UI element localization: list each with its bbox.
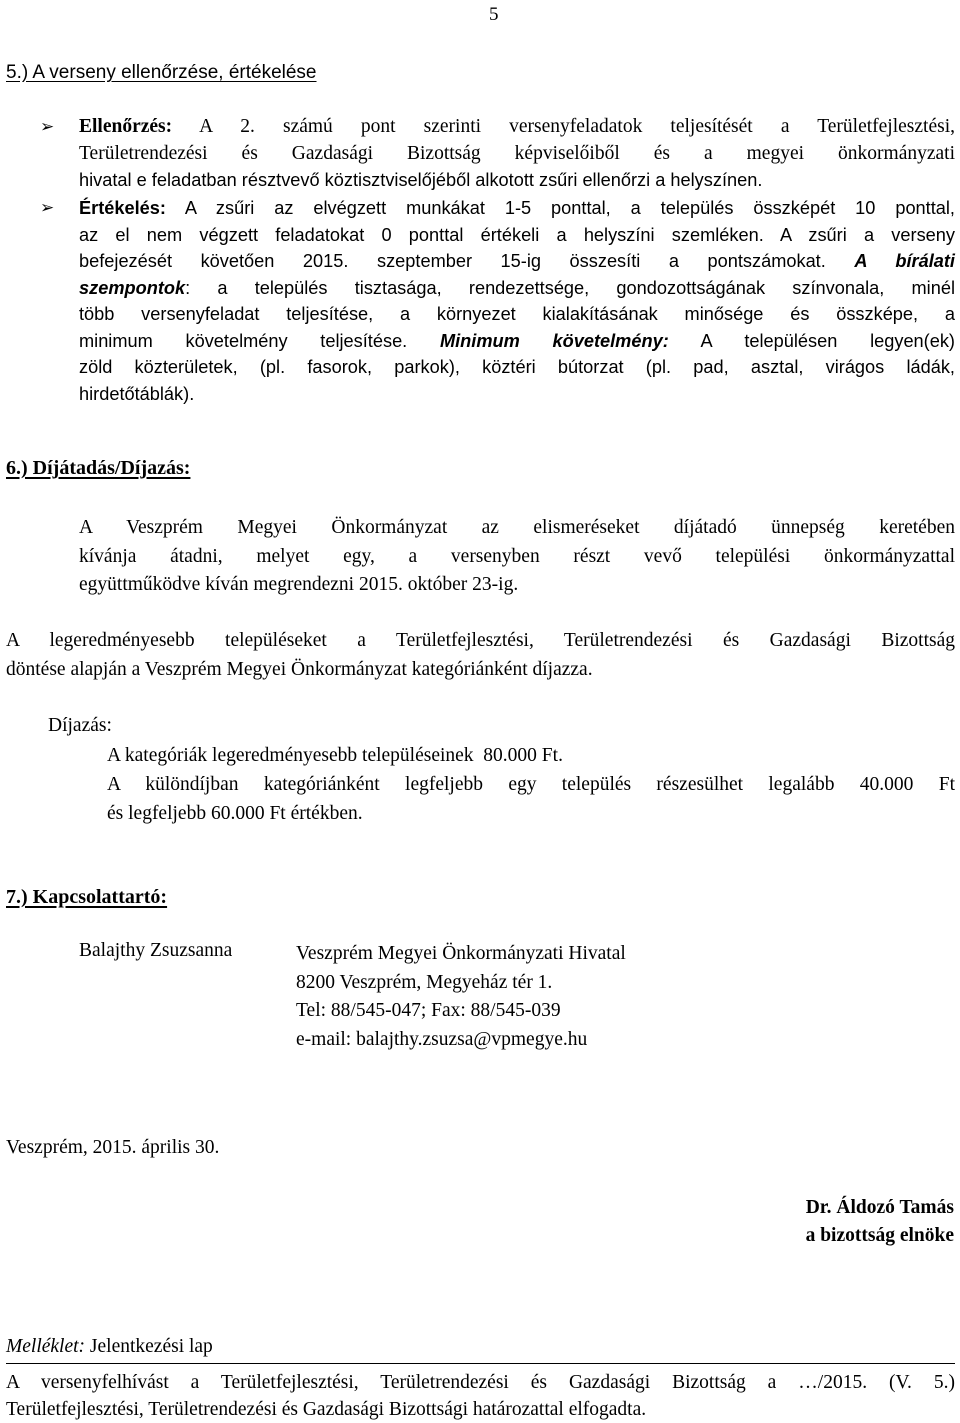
text-line: A kategóriák legeredményesebb településeinek 80.000 Ft. [107, 745, 563, 766]
arrow-bullet-icon: ➢ [40, 198, 55, 217]
attachment-label: Melléklet: [6, 1336, 86, 1357]
text-line: döntése alapján a Veszprém Megyei Önkormányzat kategóriánként díjazza. [6, 659, 593, 680]
text-line: hivatal e feladatban résztvevő köztisztviselőjéből alkotott zsűri ellenőrzi a helyszínen. [79, 170, 763, 190]
criteria-label: A bírálati [854, 251, 955, 271]
criteria-label: szempontok [79, 277, 186, 298]
text-line [79, 248, 955, 275]
section-5-heading: 5.) A verseny ellenőrzése, értékelése [6, 62, 317, 83]
signature-block [806, 1194, 954, 1250]
place-date: Veszprém, 2015. április 30. [6, 1137, 220, 1158]
text-line [79, 275, 955, 302]
text-line: az el nem végzett feladatokat 0 ponttal értékeli a helyszíni szemléken. A zsűri a verseny [79, 224, 955, 245]
text-line: zöld közterületek, (pl. fasorok, parkok), köztéri bútorzat (pl. pad, asztal, virágos ládák, [79, 357, 955, 377]
text-line: több versenyfeladat teljesítése, a környezet kialakításának minősége és összképe, a [79, 304, 955, 324]
text-line: A legeredményesebb településeket a Területfejlesztési, Területrendezési és Gazdasági Bizottság [6, 630, 955, 651]
bullet-ertekeles [79, 195, 955, 407]
text-span: A 2. számú pont szerinti versenyfeladatok teljesítését a Területfejlesztési, [172, 116, 955, 137]
bullet-ellenorzes [79, 114, 955, 194]
contact-office: Veszprém Megyei Önkormányzati Hivatal [296, 943, 626, 964]
ceremony-paragraph [79, 514, 955, 600]
text-line: Területfejlesztési, Területrendezési és Gazdasági Bizottsági határozattal elfogadta. [6, 1399, 647, 1420]
text-span: : a település tisztasága, rendezettsége, gondozottságának színvonala, minél [185, 277, 955, 298]
min-requirement-label: Minimum követelmény: [439, 330, 669, 351]
text-line: Területrendezési és Gazdasági Bizottság képviselőiből és a megyei önkormányzati [79, 142, 955, 164]
section-6-heading: 6.) Díjátadás/Díjazás: [6, 457, 191, 479]
text-line: hirdetőtáblák). [79, 383, 195, 404]
text-span: befejezését követően 2015. szeptember 15-ig összesíti a pontszámokat. [79, 251, 826, 271]
arrow-bullet-icon: ➢ [40, 117, 55, 136]
signatory-name: Dr. Áldozó Tamás [805, 1197, 954, 1218]
bullet-label: Értékelés: [79, 198, 166, 218]
attachment-line [6, 1336, 213, 1358]
attachment-value: Jelentkezési lap [85, 1336, 213, 1357]
text-line [79, 195, 955, 222]
signatory-title: a bizottság elnöke [805, 1225, 954, 1246]
text-line: A Veszprém Megyei Önkormányzat az elismeréseket díjátadó ünnepség keretében [79, 517, 955, 538]
text-line: együttműködve kíván megrendezni 2015. október 23-ig. [79, 574, 519, 595]
awards-paragraph [6, 626, 955, 684]
text-line [79, 114, 955, 141]
bullet-label: Ellenőrzés: [79, 116, 173, 137]
contact-email: e-mail: balajthy.zsuzsa@vpmegye.hu [296, 1028, 588, 1050]
text-line [79, 328, 955, 355]
contact-details [296, 940, 626, 1054]
prize-list [107, 741, 955, 828]
text-line: kívánja átadni, melyet egy, a versenyben részt vevő települési önkormányzattal [79, 545, 955, 567]
contact-phone: Tel: 88/545-047; Fax: 88/545-039 [296, 1000, 561, 1021]
contact-address: 8200 Veszprém, Megyeház tér 1. [296, 971, 553, 993]
footer-note [6, 1363, 955, 1423]
section-7-heading: 7.) Kapcsolattartó: [6, 886, 168, 908]
text-line: és legfeljebb 60.000 Ft értékben. [107, 803, 363, 824]
text-span: minimum követelmény teljesítése. [79, 330, 408, 351]
text-span: A zsűri az elvégzett munkákat 1-5 ponttal, a település összképét 10 ponttal, [165, 198, 955, 218]
text-line: A különdíjban kategóriánként legfeljebb egy település részesülhet legalább 40.000 Ft [107, 774, 955, 795]
page-number: 5 [489, 4, 499, 25]
text-line: A versenyfelhívást a Területfejlesztési, Területrendezési és Gazdasági Bizottság a …/2015. (V. 5.) [6, 1372, 955, 1393]
prize-label: Díjazás: [48, 715, 112, 736]
contact-name: Balajthy Zsuzsanna [79, 940, 233, 961]
text-span: A településen legyen(ek) [668, 330, 955, 351]
